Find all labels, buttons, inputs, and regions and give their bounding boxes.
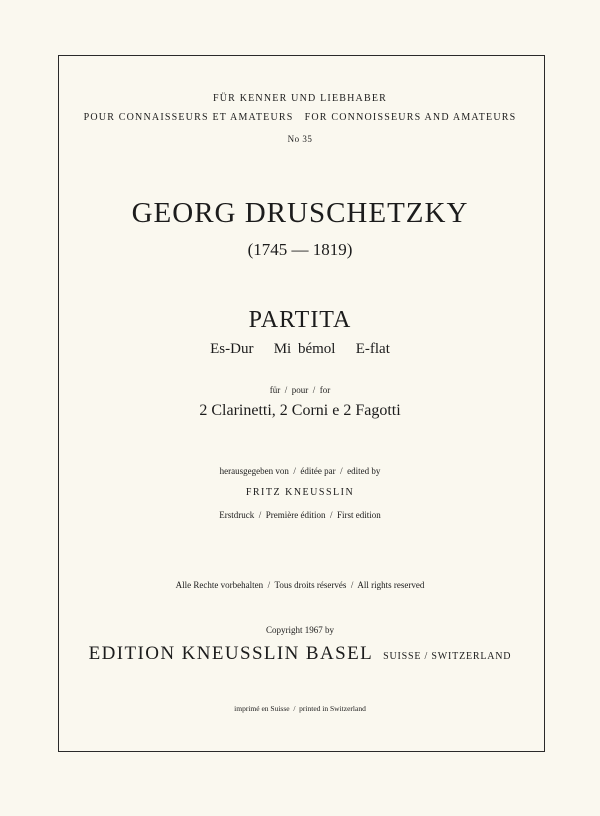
series-title-german: FÜR KENNER UND LIEBHABER [212, 93, 388, 104]
first-edition-label: Erstdruck / Première édition / First edition [219, 510, 381, 520]
work-key: Es-Dur Mi bémol E-flat [210, 341, 390, 357]
rights-notice: Alle Rechte vorbehalten / Tous droits réservés / All rights reserved [175, 580, 425, 590]
for-label: für / pour / for [269, 385, 331, 395]
edited-by-label: herausgegeben von / éditée par / edited by [219, 466, 381, 476]
work-title: PARTITA [248, 307, 352, 333]
instrumentation: 2 Clarinetti, 2 Corni e 2 Fagotti [199, 402, 401, 419]
publisher-name: EDITION KNEUSSLIN BASEL [88, 643, 374, 664]
publisher-country: SUISSE / SWITZERLAND [383, 651, 512, 662]
publisher-row [0, 643, 600, 665]
copyright-line: Copyright 1967 by [265, 625, 334, 635]
printed-in-line: imprimé en Suisse / printed in Switzerland [234, 704, 366, 713]
editor-name: FRITZ KNEUSSLIN [245, 487, 355, 498]
composer-dates: (1745 — 1819) [247, 240, 353, 259]
series-title-french-english: POUR CONNAISSEURS ET AMATEURS FOR CONNOISSEURS AND AMATEURS [83, 112, 517, 123]
composer-name: GEORG DRUSCHETZKY [131, 197, 469, 229]
series-number: No 35 [287, 134, 313, 144]
